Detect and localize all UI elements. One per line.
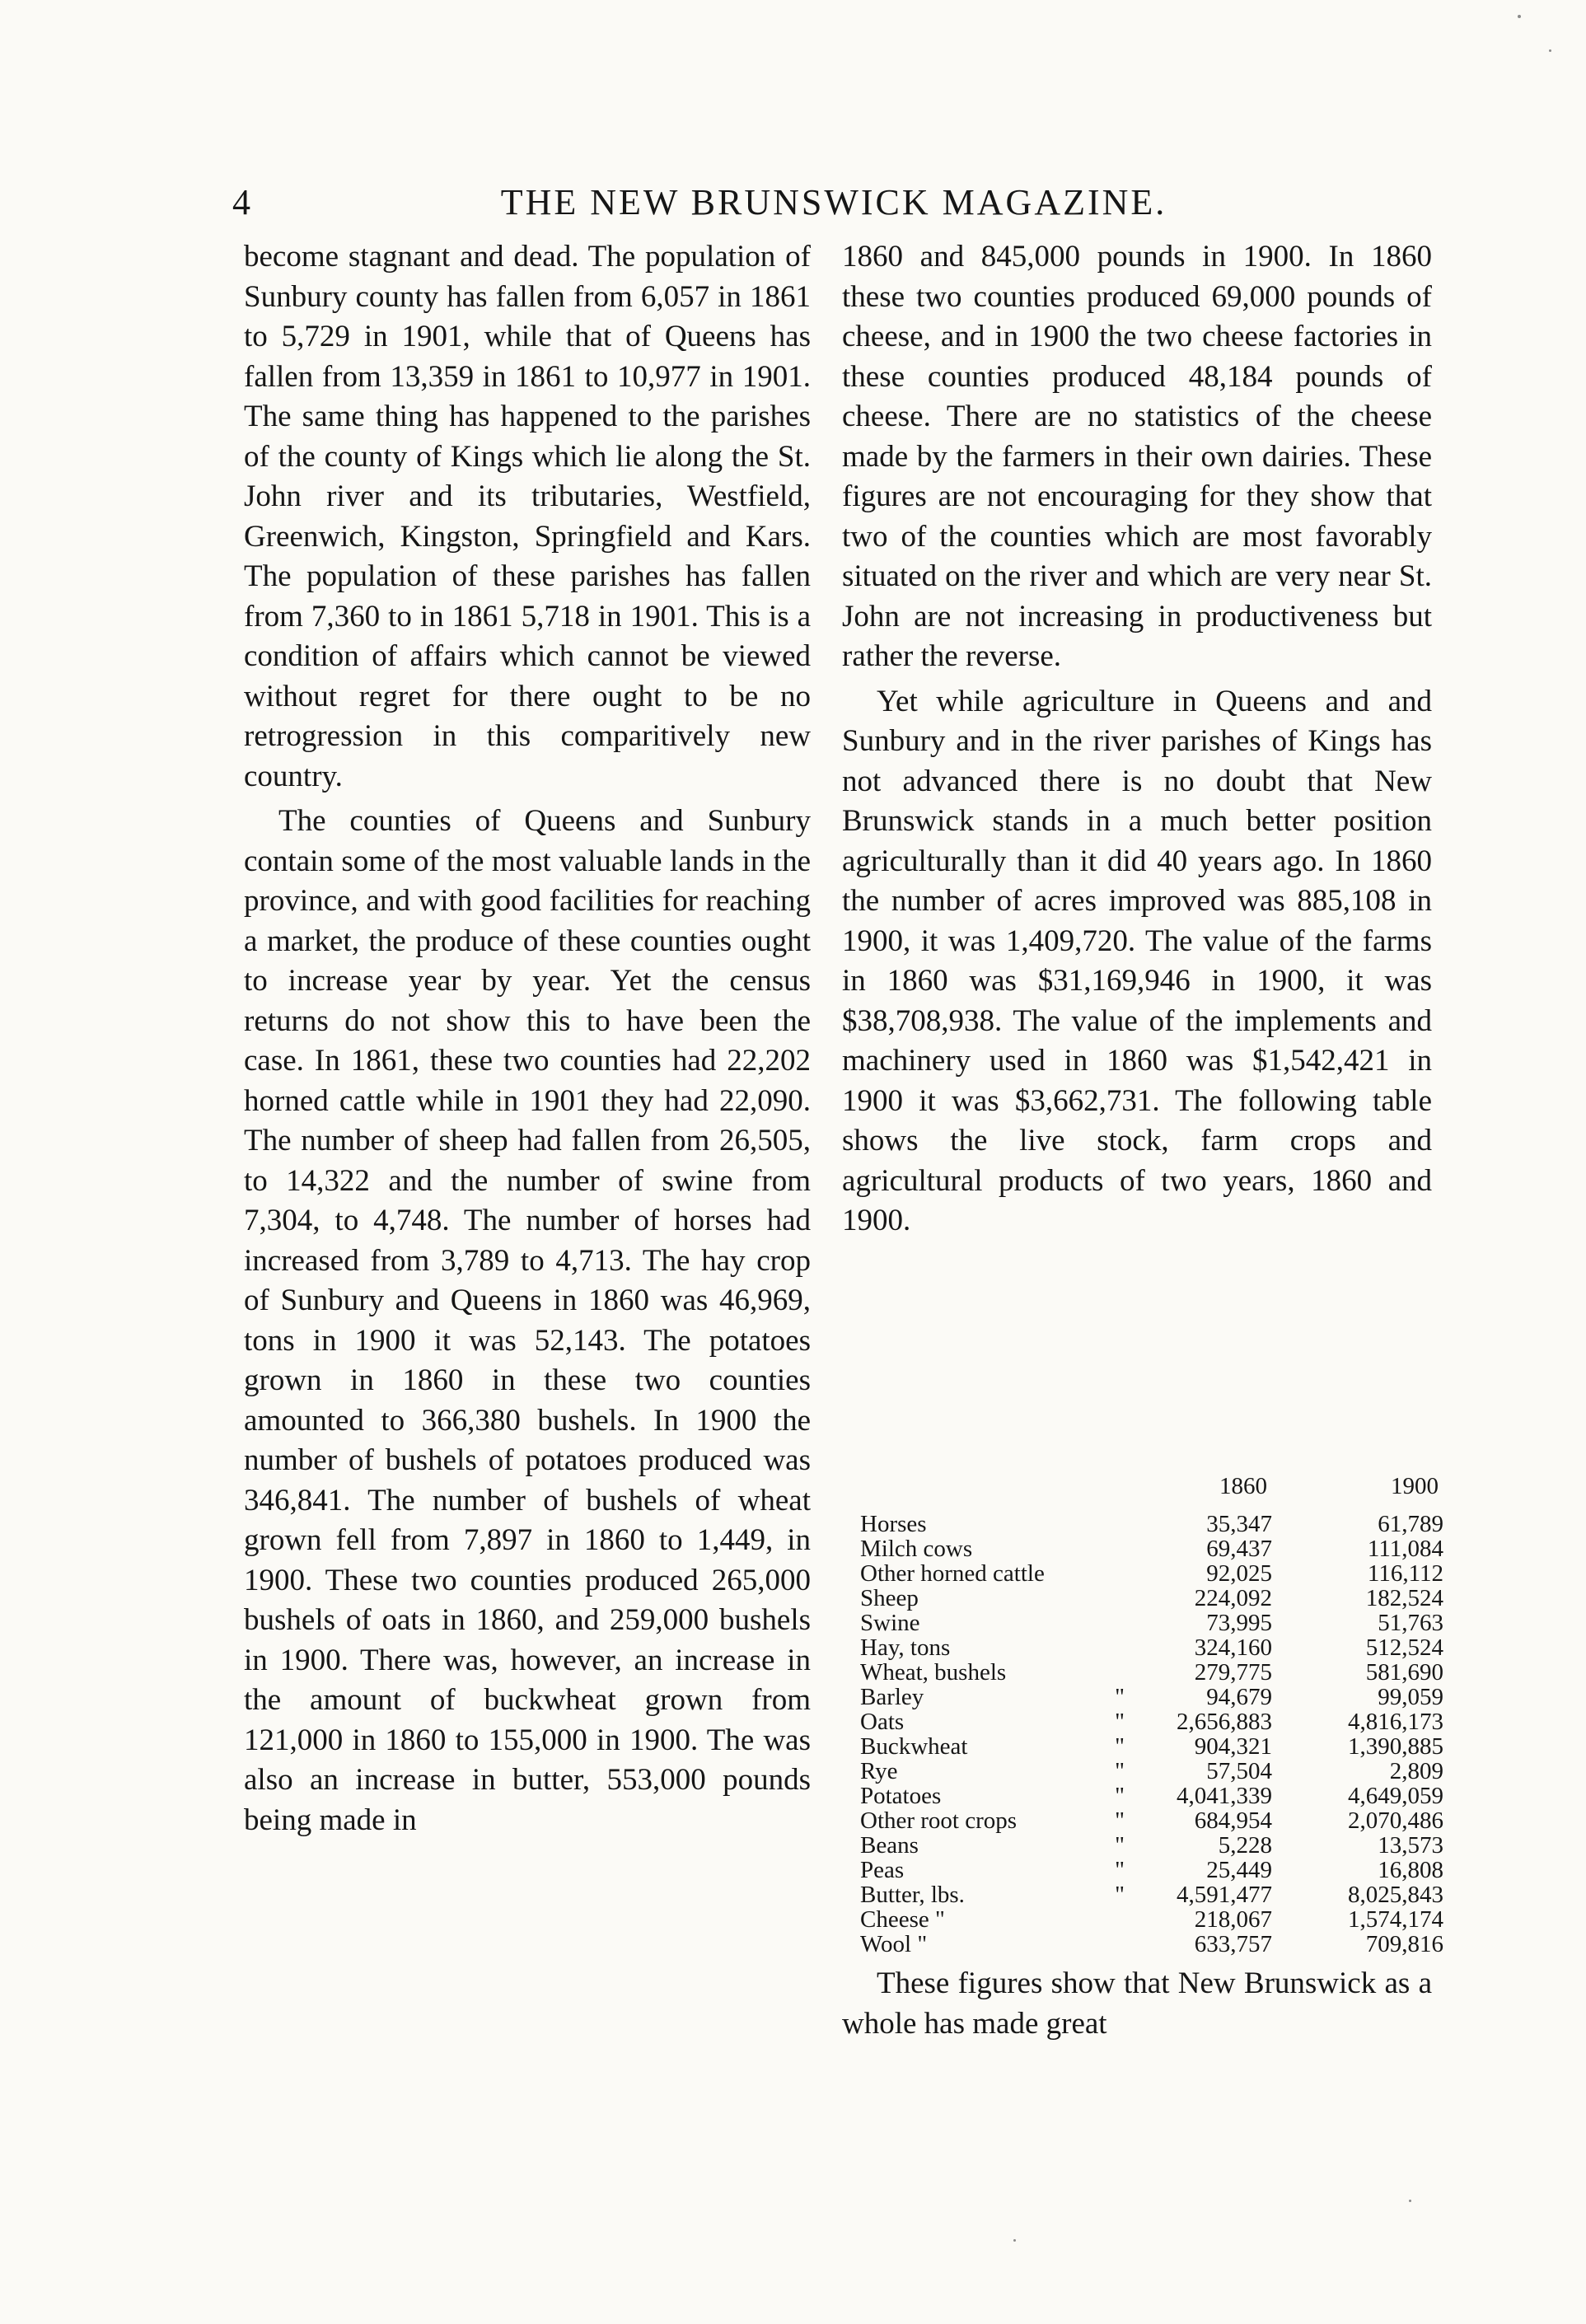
- table-row: [860, 1784, 1443, 1808]
- paragraph: These figures show that New Brunswick as a whole has made great: [842, 1966, 1432, 2041]
- page-number: 4: [232, 182, 250, 222]
- table-row: [860, 1858, 1443, 1882]
- row-label: Wheat, bushels: [860, 1659, 1007, 1686]
- value-1900: 8,025,843: [1348, 1882, 1443, 1908]
- statistics-table: [860, 1473, 1443, 1957]
- table-row: [860, 1660, 1443, 1685]
- row-label: Milch cows: [860, 1536, 973, 1562]
- value-1900: 1,574,174: [1348, 1906, 1443, 1933]
- row-label: Oats: [860, 1709, 905, 1735]
- table-row: [860, 1635, 1443, 1660]
- row-label: Potatoes: [860, 1783, 942, 1809]
- value-1900: 2,809: [1389, 1758, 1443, 1784]
- row-ditto: ": [1115, 1783, 1125, 1809]
- value-1900: 709,816: [1365, 1931, 1443, 1957]
- table-row: [860, 1512, 1443, 1536]
- value-1900: 16,808: [1378, 1857, 1443, 1883]
- row-ditto: [1107, 1536, 1132, 1561]
- table-row: [860, 1709, 1443, 1734]
- row-label: Wool ": [860, 1931, 928, 1957]
- table-row: [860, 1536, 1443, 1561]
- value-1900: 61,789: [1378, 1511, 1443, 1537]
- row-label: Other horned cattle: [860, 1560, 1045, 1587]
- value-1860: 684,954: [1194, 1807, 1272, 1834]
- paper-speck: [1013, 2239, 1016, 2242]
- row-ditto: [1107, 1660, 1132, 1685]
- value-1900: 512,524: [1365, 1634, 1443, 1661]
- table-row: [860, 1685, 1443, 1709]
- row-ditto: [1107, 1512, 1132, 1536]
- value-1860: 69,437: [1206, 1536, 1272, 1562]
- row-label: Barley: [860, 1684, 924, 1710]
- paper-speck: [1409, 2200, 1411, 2202]
- value-1900: 116,112: [1367, 1560, 1443, 1587]
- value-1860: 92,025: [1206, 1560, 1272, 1587]
- row-ditto: ": [1115, 1807, 1125, 1834]
- row-label: Hay, tons: [860, 1634, 951, 1661]
- table-row: [860, 1907, 1443, 1932]
- right-column-continued: [842, 1964, 1432, 2044]
- row-ditto: [1107, 1611, 1132, 1635]
- row-label: Swine: [860, 1610, 920, 1636]
- row-ditto: [1107, 1932, 1132, 1957]
- page-header: [232, 178, 1435, 236]
- value-1860: 25,449: [1206, 1857, 1272, 1883]
- running-title: THE NEW BRUNSWICK MAGAZINE.: [500, 182, 1167, 222]
- row-ditto: ": [1115, 1733, 1125, 1760]
- row-ditto: ": [1115, 1684, 1125, 1710]
- value-1860: 5,228: [1218, 1832, 1272, 1859]
- row-label: Other root crops: [860, 1807, 1018, 1834]
- row-label: Cheese ": [860, 1906, 945, 1933]
- table-row: [860, 1586, 1443, 1611]
- table-row: [860, 1882, 1443, 1907]
- row-label: Buckwheat: [860, 1733, 968, 1760]
- table-row: [860, 1808, 1443, 1833]
- paper-speck: [1518, 15, 1521, 18]
- paper-speck: [1549, 49, 1551, 52]
- table-row: [860, 1833, 1443, 1858]
- value-1900: 51,763: [1378, 1610, 1443, 1636]
- value-1860: 35,347: [1206, 1511, 1272, 1537]
- row-ditto: [1107, 1561, 1132, 1586]
- table-header-1860: 1860: [1219, 1473, 1267, 1499]
- value-1900: 182,524: [1365, 1585, 1443, 1611]
- value-1860: 94,679: [1206, 1684, 1272, 1710]
- value-1900: 1,390,885: [1348, 1733, 1443, 1760]
- row-label: Horses: [860, 1511, 927, 1537]
- row-label: Peas: [860, 1857, 905, 1883]
- value-1860: 73,995: [1206, 1610, 1272, 1636]
- table-header-spacer: [1107, 1473, 1132, 1512]
- value-1860: 2,656,883: [1177, 1709, 1272, 1735]
- row-ditto: ": [1115, 1832, 1125, 1859]
- paragraph: 1860 and 845,000 pounds in 1900. In 1860 these two counties produced 69,000 pounds of cheese, and in 1900 the two cheese factories in these counties produced 48,184 pounds of cheese. There are no statistics of the cheese made by the farmers in their own dairies. These figures are not encouraging for they show that two of the counties which are most favorably situated on the river and which are very near St. John are not increasing in productiveness but rather the reverse.: [842, 240, 1432, 673]
- value-1900: 111,084: [1367, 1536, 1443, 1562]
- table-header-label: [860, 1473, 1107, 1512]
- row-ditto: ": [1115, 1882, 1125, 1908]
- row-label: Sheep: [860, 1585, 919, 1611]
- table-row: [860, 1734, 1443, 1759]
- value-1860: 224,092: [1194, 1585, 1272, 1611]
- paragraph: Yet while agriculture in Queens and and Sunbury and in the river parishes of Kings has not advanced there is no doubt that New Brunswick stands in a much better position agriculturally than it did 40 years ago. In 1860 the number of acres improved was 885,108 in 1900, it was 1,409,720. The value of the farms in 1860 was $31,169,946 in 1900, it was $38,708,938. The value of the implements and machinery used in 1860 was $1,542,421 in 1900 it was $3,662,731. The following table shows the live stock, farm crops and agricultural products of two years, 1860 and 1900.: [842, 684, 1432, 1237]
- value-1860: 904,321: [1194, 1733, 1272, 1760]
- row-ditto: [1107, 1635, 1132, 1660]
- paragraph: The counties of Queens and Sunbury contain some of the most valuable lands in the province, and with good facilities for reaching a market, the produce of these counties ought to increase year by year. Yet the census returns do not show this to have been the case. In 1861, these two counties had 22,202 horned cattle while in 1901 they had 22,090. The number of sheep had fallen from 26,505, to 14,322 and the number of swine from 7,304, to 4,748. The number of horses had increased from 3,789 to 4,713. The hay crop of Sunbury and Queens in 1860 was 46,969, tons in 1900 it was 52,143. The potatoes grown in 1860 in these two counties amounted to 366,380 bushels. In 1900 the number of bushels of potatoes produced was 346,841. The number of bushels of wheat grown fell from 7,897 in 1860 to 1,449, in 1900. These two counties produced 265,000 bushels of oats in 1860, and 259,000 bushels in 1900. There was, however, an increase in the amount of buckwheat grown from 121,000 in 1860 to 155,000 in 1900. The was also an increase in butter, 553,000 pounds being made in: [244, 804, 811, 1837]
- table-row: [860, 1932, 1443, 1957]
- table-row: [860, 1759, 1443, 1784]
- value-1860: 633,757: [1194, 1931, 1272, 1957]
- table-header-1900: 1900: [1391, 1473, 1439, 1499]
- value-1860: 218,067: [1194, 1906, 1272, 1933]
- value-1860: 4,591,477: [1177, 1882, 1272, 1908]
- row-ditto: ": [1115, 1758, 1125, 1784]
- table-header-row: [860, 1473, 1443, 1512]
- paragraph: become stagnant and dead. The population of Sunbury county has fallen from 6,057 in 1861 to 5,729 in 1901, while that of Queens has fallen from 13,359 in 1861 to 10,977 in 1901. The same thing has happened to the parishes of the county of Kings which lie along the St. John river and its tributaries, Westfield, Greenwich, Kingston, Springfield and Kars. The population of these parishes has fallen from 7,360 to in 1861 5,718 in 1901. This is a condition of affairs which cannot be viewed without regret for there ought to be no retrogression in this comparitively new country.: [244, 240, 811, 793]
- value-1900: 13,573: [1378, 1832, 1443, 1859]
- value-1900: 99,059: [1378, 1684, 1443, 1710]
- row-ditto: [1107, 1586, 1132, 1611]
- right-column: [842, 237, 1432, 1241]
- row-ditto: [1107, 1907, 1132, 1932]
- value-1860: 57,504: [1206, 1758, 1272, 1784]
- value-1860: 279,775: [1194, 1659, 1272, 1686]
- row-label: Butter, lbs.: [860, 1882, 965, 1908]
- table-row: [860, 1561, 1443, 1586]
- value-1860: 4,041,339: [1177, 1783, 1272, 1809]
- value-1900: 581,690: [1365, 1659, 1443, 1686]
- value-1860: 324,160: [1194, 1634, 1272, 1661]
- table-body: [860, 1512, 1443, 1957]
- value-1900: 4,816,173: [1348, 1709, 1443, 1735]
- row-label: Beans: [860, 1832, 919, 1859]
- row-label: Rye: [860, 1758, 898, 1784]
- table-row: [860, 1611, 1443, 1635]
- row-ditto: ": [1115, 1709, 1125, 1735]
- value-1900: 2,070,486: [1348, 1807, 1443, 1834]
- row-ditto: ": [1115, 1857, 1125, 1883]
- value-1900: 4,649,059: [1348, 1783, 1443, 1809]
- left-column: [244, 237, 811, 1840]
